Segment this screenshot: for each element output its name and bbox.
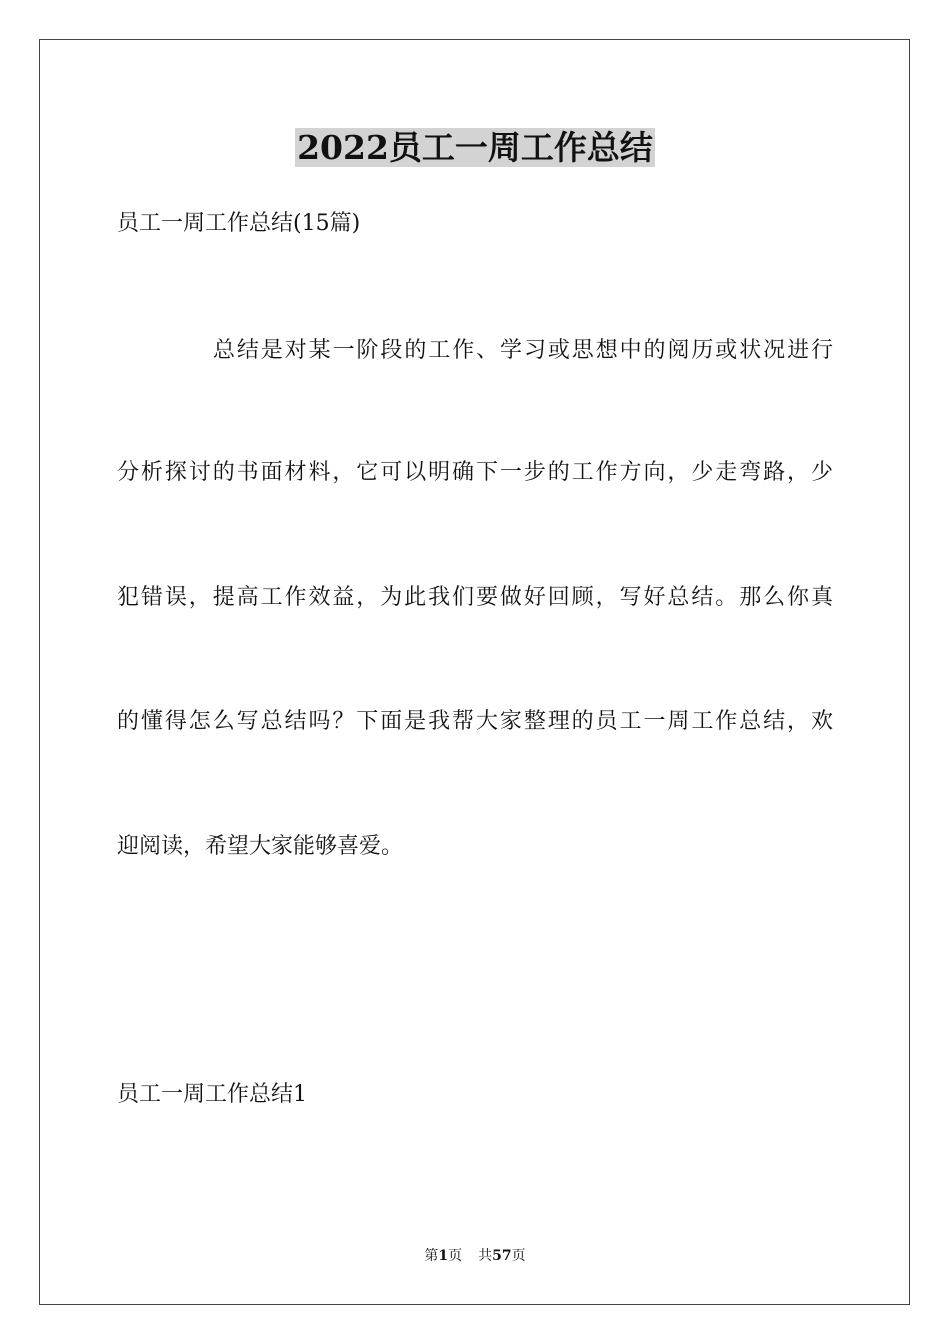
intro-line-1: 总结是对某一阶段的工作、学习或思想中的阅历或状况进行: [213, 338, 833, 363]
footer-total-prefix: 共: [478, 1248, 493, 1264]
intro-line-2: 分析探讨的书面材料，它可以明确下一步的工作方向，少走弯路，少: [117, 460, 833, 485]
page-footer: [0, 1245, 950, 1267]
intro-line-3: 犯错误，提高工作效益，为此我们要做好回顾，写好总结。那么你真: [117, 585, 833, 610]
intro-line-4: 的懂得怎么写总结吗？下面是我帮大家整理的员工一周工作总结，欢: [117, 709, 833, 734]
footer-page-number: 1: [438, 1248, 449, 1264]
footer-total-pages: 57: [492, 1248, 512, 1264]
section-heading: 员工一周工作总结1: [117, 1082, 307, 1107]
footer-page-prefix: 第: [424, 1248, 439, 1264]
footer-total-suffix: 页: [511, 1248, 526, 1264]
document-subtitle: 员工一周工作总结(15篇): [117, 211, 361, 236]
intro-line-5: 迎阅读，希望大家能够喜爱。: [117, 834, 404, 859]
footer-page-suffix: 页: [448, 1248, 463, 1264]
document-title-text: 2022员工一周工作总结: [297, 128, 653, 167]
document-title: [0, 124, 950, 172]
